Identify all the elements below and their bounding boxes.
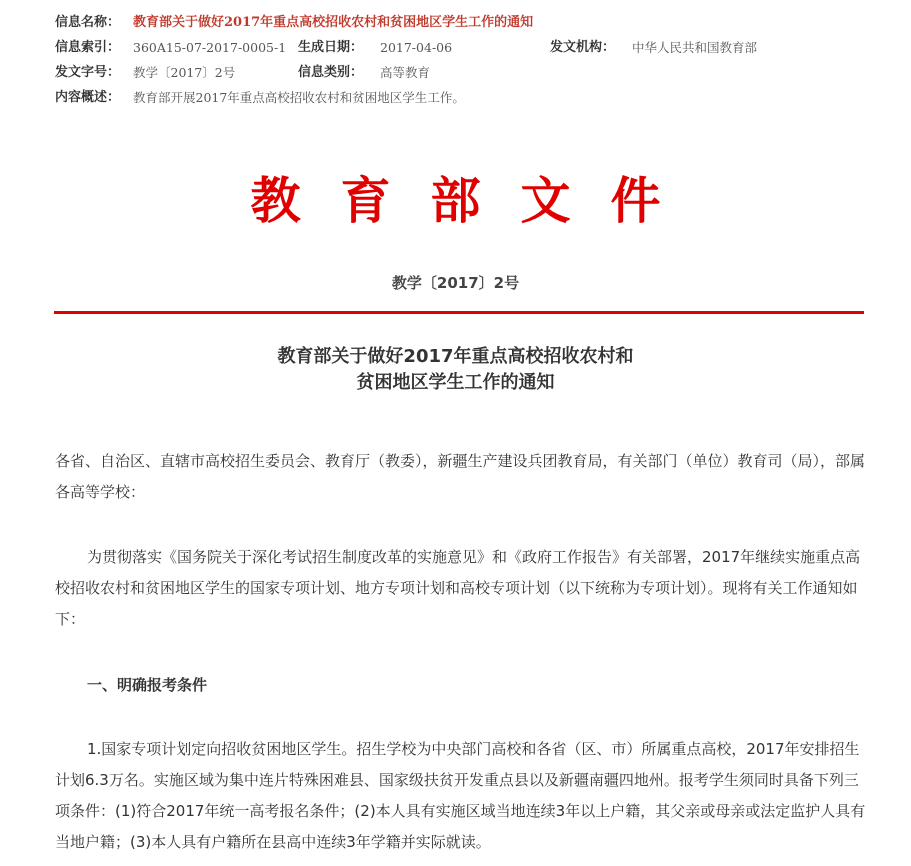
summary-value: 教育部开展2017年重点高校招收农村和贫困地区学生工作。 xyxy=(133,90,465,105)
info-index-label: 信息索引： xyxy=(55,40,121,55)
metadata-panel xyxy=(55,10,875,110)
info-name-value: 教育部关于做好2017年重点高校招收农村和贫困地区学生工作的通知 xyxy=(133,15,534,30)
meta-row-summary xyxy=(55,85,875,110)
info-index-value: 360A15-07-2017-0005-1 xyxy=(133,40,287,55)
issuer-label: 发文机构： xyxy=(550,40,616,55)
document-number: 教学〔2017〕2号 xyxy=(391,274,520,292)
info-name-label: 信息名称： xyxy=(55,15,121,30)
meta-row-name xyxy=(55,10,875,35)
issuer-value: 中华人民共和国教育部 xyxy=(632,40,758,55)
document-title-line1: 教育部关于做好2017年重点高校招收农村和 xyxy=(277,346,634,367)
meta-row-index xyxy=(55,35,875,60)
section-heading-1: 一、明确报考条件 xyxy=(87,676,208,694)
section1-paragraph-1: 1.国家专项计划定向招收贫困地区学生。招生学校为中央部门高校和各省（区、市）所属重点高校，2017年安排招生计划6.3万名。实施区域为集中连片特殊困难县、国家级扶贫开发重点县以及新疆南疆四地州。报考学生须同时具备下列三项条件：(1)符合2017年统一高考报名条件；(2)本人具有实施区域当地连续3年以上户籍，其父亲或母亲或法定监护人具有当地户籍；(3)本人具有户籍所在县高中连续3年学籍并实际就读。 xyxy=(55,740,866,851)
generated-date-label: 生成日期： xyxy=(298,40,364,55)
document-header-title: 教育部文件 xyxy=(250,171,701,230)
category-label: 信息类别： xyxy=(298,65,364,80)
doc-number-label: 发文字号： xyxy=(55,65,121,80)
meta-row-docno xyxy=(55,60,875,85)
document-title xyxy=(0,344,911,396)
red-divider xyxy=(54,311,864,314)
addressee-paragraph: 各省、自治区、直辖市高校招生委员会、教育厅（教委），新疆生产建设兵团教育局，有关部门（单位）教育司（局），部属各高等学校： xyxy=(55,452,866,501)
intro-paragraph: 为贯彻落实《国务院关于深化考试招生制度改革的实施意见》和《政府工作报告》有关部署，2017年继续实施重点高校招收农村和贫困地区学生的国家专项计划、地方专项计划和高校专项计划（以下统称为专项计划）。现将有关工作通知如下： xyxy=(55,548,861,628)
doc-number-value: 教学〔2017〕2号 xyxy=(133,65,236,80)
generated-date-value: 2017-04-06 xyxy=(380,40,453,55)
document-title-line2: 贫困地区学生工作的通知 xyxy=(356,372,555,393)
summary-label: 内容概述： xyxy=(55,90,121,105)
category-value: 高等教育 xyxy=(380,65,431,80)
